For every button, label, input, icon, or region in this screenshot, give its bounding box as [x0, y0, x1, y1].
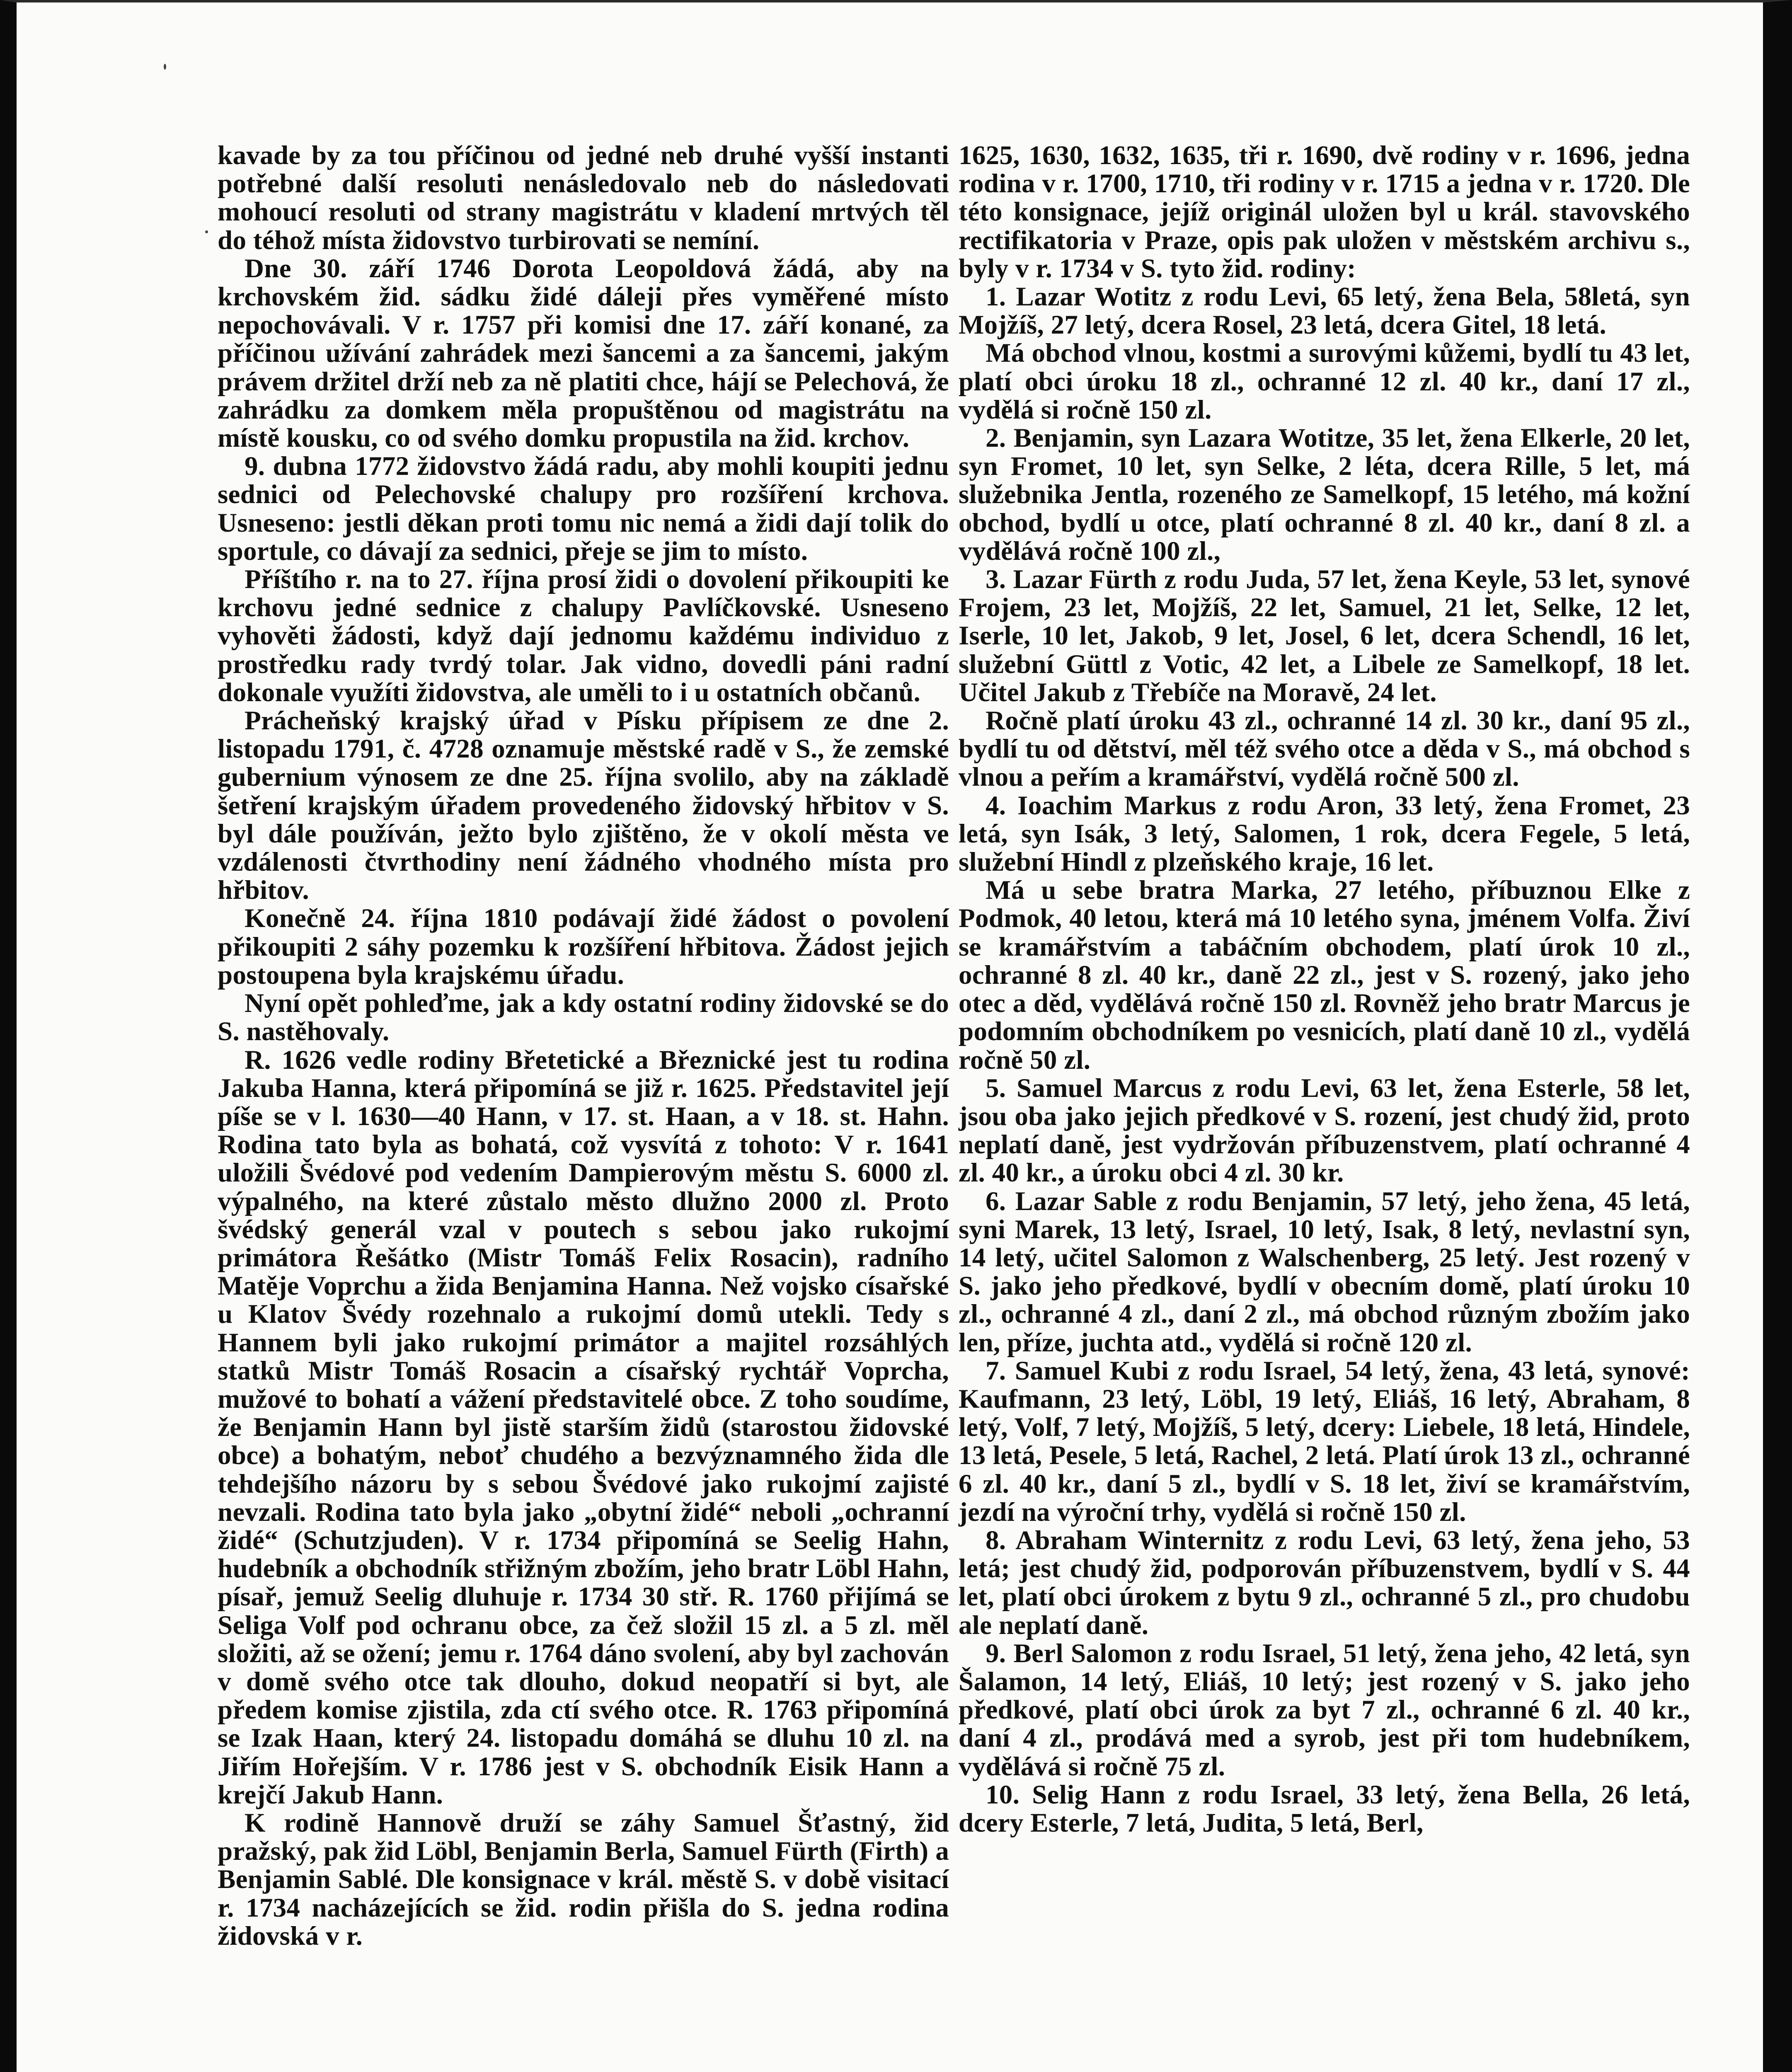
paragraph: Prácheňský krajský úřad v Písku přípisem ze dne 2. listopadu 1791, č. 4728 oznamuje městské radě v S., že zemské gubernium výnosem ze dne 25. října svolilo, aby na základě šetření krajským úřadem provedeného židovský hřbitov v S. byl dále používán, ježto bylo zjištěno, že v okolí města ve vzdálenosti čtvrthodiny není žádného vhodného místa pro hřbitov.: [218, 706, 949, 905]
text-column-right: [959, 141, 1690, 1837]
paragraph: 5. Samuel Marcus z rodu Levi, 63 let, žena Esterle, 58 let, jsou oba jako jejich předkové v S. rození, jest chudý žid, proto neplatí daně, jest vydržován příbuzenstvem, platí ochranné 4 zl. 40 kr., a úroku obci 4 zl. 30 kr.: [959, 1073, 1690, 1188]
paragraph: Dne 30. září 1746 Dorota Leopoldová žádá, aby na krchovském žid. sádku židé dáleji přes vyměřené místo nepochovávali. V r. 1757 při komisi dne 17. září konané, za příčinou užívání zahrádek mezi šancemi a za šancemi, jakým právem držitel drží neb za ně platiti chce, hájí se Pelechová, že zahrádku za domkem měla propuštěnou od magistrátu na místě kousku, co od svého domku propustila na žid. krchov.: [218, 253, 949, 453]
paragraph: 8. Abraham Winternitz z rodu Levi, 63 letý, žena jeho, 53 letá; jest chudý žid, podporován příbuzenstvem, bydlí v S. 44 let, platí obci úrokem z bytu 9 zl., ochranné 5 zl., pro chudobu ale neplatí daně.: [959, 1525, 1690, 1640]
scan-speck: [164, 64, 166, 70]
paragraph: 3. Lazar Fürth z rodu Juda, 57 let, žena Keyle, 53 let, synové Frojem, 23 let, Mojžíš, 22 let, Samuel, 21 let, Selke, 12 let, Iserle, 10 let, Jakob, 9 let, Josel, 6 let, dcera Schendl, 16 let, služební Güttl z Votic, 42 let, a Libele ze Samelkopf, 18 let. Učitel Jakub z Třebíče na Moravě, 24 let.: [959, 564, 1690, 707]
paragraph: 6. Lazar Sable z rodu Benjamin, 57 letý, jeho žena, 45 letá, syni Marek, 13 letý, Israel, 10 letý, Isak, 8 letý, nevlastní syn, 14 letý, učitel Salomon z Walschenberg, 25 letý. Jest rozený v S. jako jeho předkové, bydlí v obecním domě, platí úroku 10 zl., ochranné 4 zl., daní 2 zl., má obchod různým zbožím jako len, příze, juchta atd., vydělá si ročně 120 zl.: [959, 1186, 1690, 1358]
paragraph: 10. Selig Hann z rodu Israel, 33 letý, žena Bella, 26 letá, dcery Esterle, 7 letá, Judita, 5 letá, Berl,: [959, 1779, 1690, 1838]
scanned-page: [17, 2, 1763, 2072]
paragraph: Má u sebe bratra Marka, 27 letého, příbuznou Elke z Podmok, 40 letou, která má 10 letého syna, jménem Volfa. Živí se kramářstvím a tabáčním obchodem, platí úrok 10 zl., ochranné 8 zl. 40 kr., daně 22 zl., jest v S. rozený, jako jeho otec a děd, vydělává ročně 150 zl. Rovněž jeho bratr Marcus je podomním obchodníkem po vesnicích, platí daně 10 zl., vydělá ročně 50 zl.: [959, 875, 1690, 1075]
text-column-left: [218, 141, 949, 1950]
paragraph: R. 1626 vedle rodiny Břetetické a Březnické jest tu rodina Jakuba Hanna, která připomíná se již r. 1625. Představitel její píše se v l. 1630—40 Hann, v 17. st. Haan, a v 18. st. Hahn. Rodina tato byla as bohatá, což vysvítá z tohoto: V r. 1641 uložili Švédové pod vedením Dampierovým městu S. 6000 zl. výpalného, na které zůstalo město dlužno 2000 zl. Proto švédský generál vzal v poutech s sebou jako rukojmí primátora Řešátko (Mistr Tomáš Felix Rosacin), radního Matěje Voprchu a žida Benjamina Hanna. Než vojsko císařské u Klatov Švédy rozehnalo a rukojmí domů utekli. Tedy s Hannem byli jako rukojmí primátor a majitel rozsáhlých statků Mistr Tomáš Rosacin a císařský rychtář Voprcha, mužové to bohatí a vážení představitelé obce. Z toho soudíme, že Benjamin Hann byl jistě starším židů (starostou židovské obce) a bohatým, neboť chudého a bezvýznamného žida dle tehdejšího názoru by s sebou Švédové jako rukojmí zajisté nevzali. Rodina tato byla jako „obytní židé“ neboli „ochranní židé“ (Schutzjuden). V r. 1734 připomíná se Seelig Hahn, hudebník a obchodník střižným zbožím, jeho bratr Löbl Hahn, písař, jemuž Seelig dluhuje r. 1734 30 stř. R. 1760 přijímá se Seliga Volf pod ochranu obce, za čež složil 15 zl. a 5 zl. měl složiti, až se ožení; jemu r. 1764 dáno svolení, aby byl zachován v domě svého otce tak dlouho, dokud neopatří si byt, ale předem komise zjistila, zda ctí svého otce. R. 1763 připomíná se Izak Haan, který 24. listopadu domáhá se dluhu 10 zl. na Jiřím Hořejším. V r. 1786 jest v S. obchodník Eisik Hann a krejčí Jakub Hann.: [218, 1045, 949, 1810]
paragraph: Příštího r. na to 27. října prosí židi o dovolení přikoupiti ke krchovu jedné sednice z chalupy Pavlíčkovské. Usneseno vyhověti žádosti, když dají jednomu každému individuo z prostředku rady tvrdý tolar. Jak vidno, dovedli páni radní dokonale využíti židovstva, ale uměli to i u ostatních občanů.: [218, 564, 949, 707]
scan-speck: [205, 230, 208, 233]
paragraph: 1. Lazar Wotitz z rodu Levi, 65 letý, žena Bela, 58letá, syn Mojžíš, 27 letý, dcera Rosel, 23 letá, dcera Gitel, 18 letá.: [959, 282, 1690, 340]
paragraph: 9. dubna 1772 židovstvo žádá radu, aby mohli koupiti jednu sednici od Pelechovské chalupy pro rozšíření krchova. Usneseno: jestli děkan proti tomu nic nemá a židi dají tolik do sportule, co dávají za sednici, přeje se jim to místo.: [218, 451, 949, 566]
paragraph: 1625, 1630, 1632, 1635, tři r. 1690, dvě rodiny v r. 1696, jedna rodina v r. 1700, 1710, tři rodiny v r. 1715 a jedna v r. 1720. Dle této konsignace, jejíž originál uložen byl u král. stavovského rectifikatoria v Praze, opis pak uložen v městském archivu s., byly v r. 1734 v S. tyto žid. rodiny:: [959, 140, 1690, 283]
paragraph: Má obchod vlnou, kostmi a surovými kůžemi, bydlí tu 43 let, platí obci úroku 18 zl., ochranné 12 zl. 40 kr., daní 17 zl., vydělá si ročně 150 zl.: [959, 338, 1690, 425]
paragraph: Ročně platí úroku 43 zl., ochranné 14 zl. 30 kr., daní 95 zl., bydlí tu od dětství, měl též svého otce a děda v S., má obchod s vlnou a peřím a kramářství, vydělá ročně 500 zl.: [959, 706, 1690, 792]
paragraph: 2. Benjamin, syn Lazara Wotitze, 35 let, žena Elkerle, 20 let, syn Fromet, 10 let, syn Selke, 2 léta, dcera Rille, 5 let, má služebnika Jentla, rozeného ze Samelkopf, 15 letého, má kožní obchod, bydlí u otce, platí ochranné 8 zl. 40 kr., daní 8 zl. a vydělává ročně 100 zl.,: [959, 423, 1690, 566]
paragraph: Nyní opět pohleďme, jak a kdy ostatní rodiny židovské se do S. nastěhovaly.: [218, 988, 949, 1047]
paragraph: K rodině Hannově druží se záhy Samuel Šťastný, žid pražský, pak žid Löbl, Benjamin Berla, Samuel Fürth (Firth) a Benjamin Sablé. Dle konsignace v král. městě S. v době visitací r. 1734 nacházejících se žid. rodin přišla do S. jedna rodina židovská v r.: [218, 1808, 949, 1951]
paragraph: 7. Samuel Kubi z rodu Israel, 54 letý, žena, 43 letá, synové: Kaufmann, 23 letý, Löbl, 19 letý, Eliáš, 16 letý, Abraham, 8 letý, Volf, 7 letý, Mojžíš, 5 letý, dcery: Liebele, 18 letá, Hindele, 13 letá, Pesele, 5 letá, Rachel, 2 letá. Platí úrok 13 zl., ochranné 6 zl. 40 kr., daní 5 zl., bydlí v S. 18 let, živí se kramářstvím, jezdí na výroční trhy, vydělá si ročně 150 zl.: [959, 1356, 1690, 1527]
paragraph: 9. Berl Salomon z rodu Israel, 51 letý, žena jeho, 42 letá, syn Šalamon, 14 letý, Eliáš, 10 letý; jest rozený v S. jako jeho předkové, platí obci úrok za byt 7 zl., ochranné 6 zl. 40 kr., daní 4 zl., prodává med a syrob, jest při tom hudebníkem, vydělává si ročně 75 zl.: [959, 1638, 1690, 1782]
paragraph: kavade by za tou příčinou od jedné neb druhé vyšší instanti potřebné další resoluti nenásledovalo neb do následovati mohoucí resoluti od strany magistrátu v kladení mrtvých těl do téhož místa židovstvo turbirovati se nemíní.: [218, 140, 949, 255]
paragraph: 4. Ioachim Markus z rodu Aron, 33 letý, žena Fromet, 23 letá, syn Isák, 3 letý, Salomen, 1 rok, dcera Fegele, 5 letá, služební Hindl z plzeňského kraje, 16 let.: [959, 790, 1690, 877]
paragraph: Konečně 24. října 1810 podávají židé žádost o povolení přikoupiti 2 sáhy pozemku k rozšíření hřbitova. Žádost jejich postoupena byla krajskému úřadu.: [218, 903, 949, 990]
